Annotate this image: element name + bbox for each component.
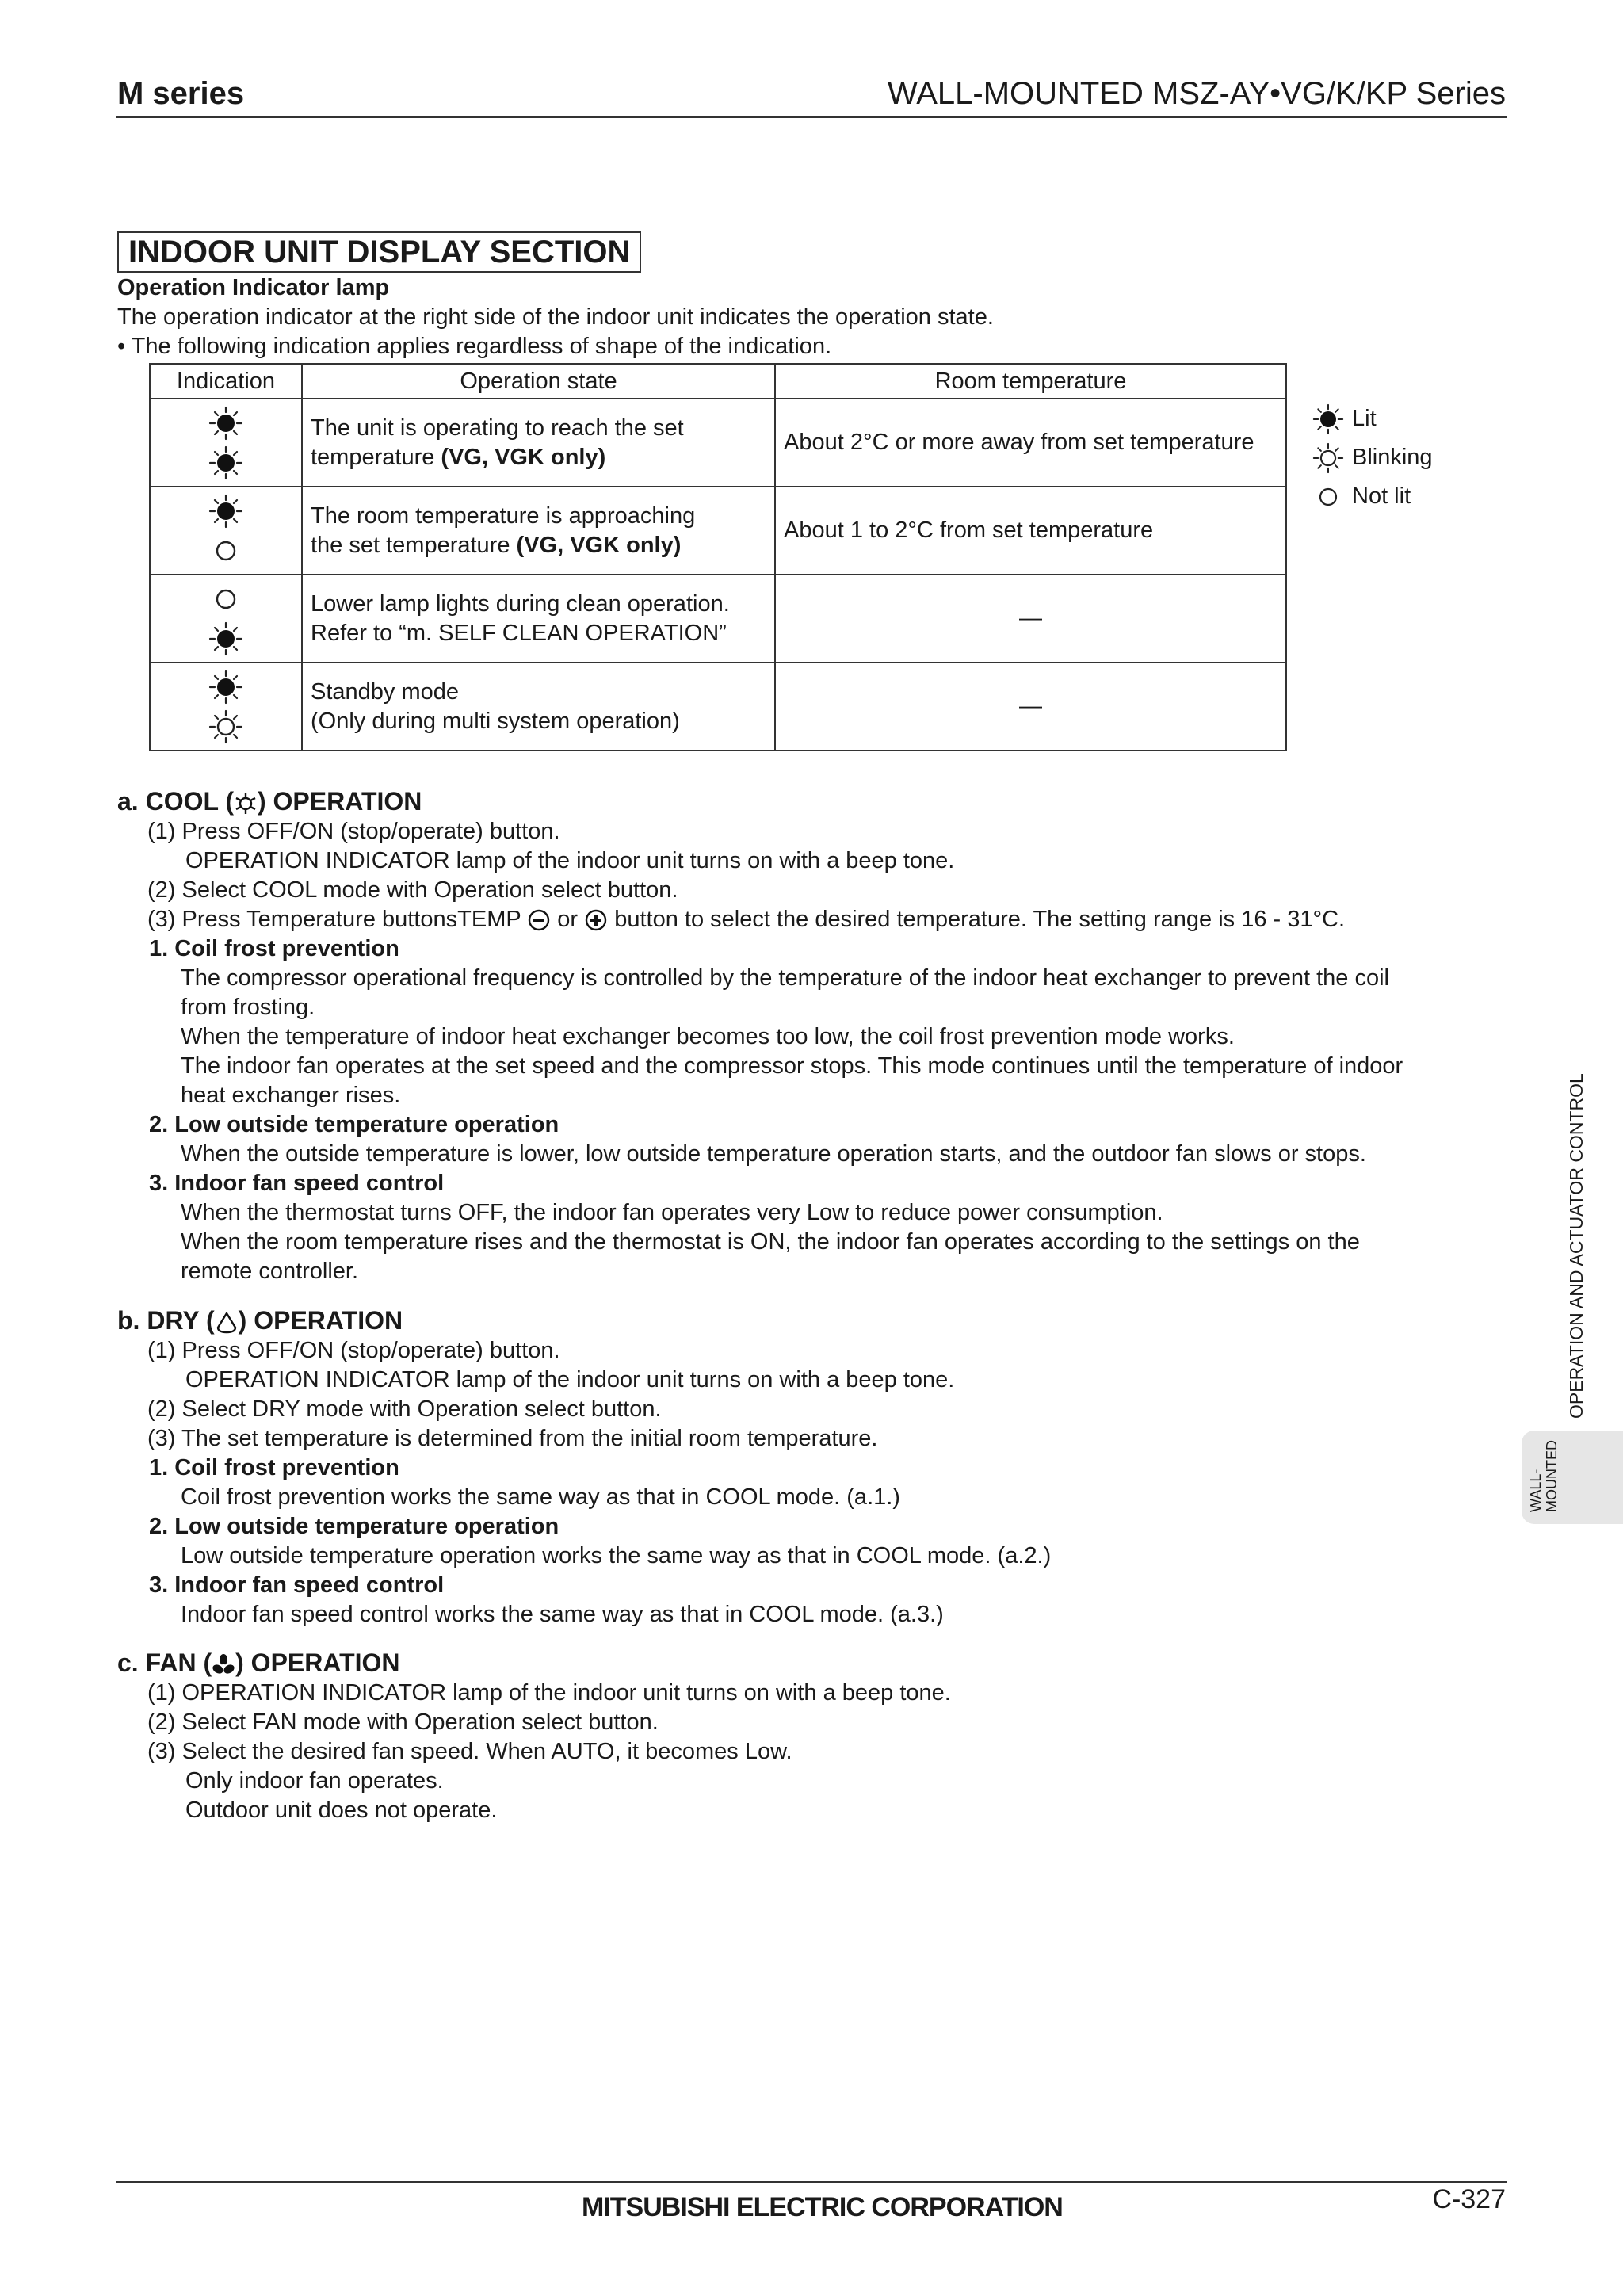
text-line: When the thermostat turns OFF, the indoor fan operates very Low to reduce power consumption. — [181, 1200, 1163, 1225]
header-rule — [116, 116, 1507, 118]
room-temperature-cell: — — [775, 575, 1286, 663]
fan-step-2: (2) Select FAN mode with Operation select button. — [147, 1710, 659, 1735]
lamp-off-icon — [1312, 481, 1344, 513]
text-line: Outdoor unit does not operate. — [185, 1797, 498, 1823]
dry-step-2: (2) Select DRY mode with Operation select button. — [147, 1396, 662, 1422]
indicator-table — [149, 363, 1287, 751]
lamp-off-icon — [208, 582, 243, 617]
dry-mode-icon — [215, 1311, 239, 1335]
cool-subheading-fan-speed: 3. Indoor fan speed control — [149, 1171, 445, 1196]
lamp-blinking-icon — [1312, 442, 1344, 474]
temp-plus-icon — [584, 908, 608, 932]
text-line: Coil frost prevention works the same way as that in COOL mode. (a.1.) — [181, 1484, 900, 1510]
indication-cell — [150, 399, 302, 487]
dry-subheading-low-outside: 2. Low outside temperature operation — [149, 1514, 559, 1539]
footer-corporation: MITSUBISHI ELECTRIC CORPORATION — [582, 2192, 1063, 2222]
side-tab-label: WALL- MOUNTED — [1528, 1440, 1560, 1512]
operation-state-cell: Standby mode (Only during multi system operation) — [302, 663, 775, 751]
fan-mode-icon — [212, 1653, 235, 1677]
cool-step-1: (1) Press OFF/ON (stop/operate) button. — [147, 819, 560, 844]
room-temperature-cell: About 1 to 2°C from set temperature — [775, 487, 1286, 575]
fan-step-1: (1) OPERATION INDICATOR lamp of the indoor unit turns on with a beep tone. — [147, 1680, 951, 1706]
legend-lit: Lit — [1312, 399, 1433, 438]
lamp-lit-icon — [208, 445, 243, 480]
text-line: Indoor fan speed control works the same way as that in COOL mode. (a.3.) — [181, 1602, 944, 1627]
table-row — [150, 487, 1286, 575]
table-header-cell: Room temperature — [775, 364, 1286, 399]
product-series-title: WALL-MOUNTED MSZ-AY•VG/K/KP Series — [887, 76, 1506, 111]
operation-state-cell: The room temperature is approaching the set temperature (VG, VGK only) — [302, 487, 775, 575]
text-line: Low outside temperature operation works the same way as that in COOL mode. (a.2.) — [181, 1543, 1052, 1568]
cool-step-2: (2) Select COOL mode with Operation select button. — [147, 877, 678, 903]
text-line: The indoor fan operates at the set speed and the compressor stops. This mode continues until the temperature of indoor — [181, 1053, 1403, 1079]
legend-not-lit: Not lit — [1312, 477, 1433, 516]
operation-state-cell: Lower lamp lights during clean operation. Refer to “m. SELF CLEAN OPERATION” — [302, 575, 775, 663]
lamp-off-icon — [208, 533, 243, 568]
page-number: C-327 — [1432, 2184, 1506, 2214]
footer-rule — [116, 2181, 1507, 2183]
intro-line-2: • The following indication applies regardless of shape of the indication. — [117, 334, 832, 359]
cool-mode-icon — [234, 792, 258, 816]
table-row — [150, 663, 1286, 751]
room-temperature-cell: — — [775, 663, 1286, 751]
intro-subtitle: Operation Indicator lamp — [117, 275, 390, 300]
table-header-row — [150, 364, 1286, 399]
text-line: The compressor operational frequency is controlled by the temperature of the indoor heat exchanger to prevent the coil — [181, 965, 1389, 991]
table-row — [150, 399, 1286, 487]
indication-cell — [150, 575, 302, 663]
cool-subheading-low-outside: 2. Low outside temperature operation — [149, 1112, 559, 1137]
cool-subheading-coil-frost: 1. Coil frost prevention — [149, 936, 399, 961]
lamp-legend — [1312, 399, 1433, 516]
dry-step-3: (3) The set temperature is determined from the initial room temperature. — [147, 1426, 878, 1451]
table-row — [150, 575, 1286, 663]
text-line: Only indoor fan operates. — [185, 1768, 444, 1794]
lamp-lit-icon — [1312, 403, 1344, 435]
fan-step-3: (3) Select the desired fan speed. When AUTO, it becomes Low. — [147, 1739, 792, 1764]
side-chapter-label: OPERATION AND ACTUATOR CONTROL — [1566, 1073, 1587, 1419]
text-line: heat exchanger rises. — [181, 1083, 401, 1108]
lamp-lit-icon — [208, 621, 243, 656]
series-label: M series — [117, 76, 245, 111]
legend-blinking: Blinking — [1312, 438, 1433, 477]
text-line: from frosting. — [181, 995, 315, 1020]
dry-subheading-fan-speed: 3. Indoor fan speed control — [149, 1572, 445, 1598]
text-line: When the outside temperature is lower, low outside temperature operation starts, and the outdoor fan slows or stops. — [181, 1141, 1366, 1167]
indication-cell — [150, 487, 302, 575]
dry-subheading-coil-frost: 1. Coil frost prevention — [149, 1455, 399, 1480]
table-header-cell: Operation state — [302, 364, 775, 399]
dry-step-1-note: OPERATION INDICATOR lamp of the indoor unit turns on with a beep tone. — [185, 1367, 955, 1392]
lamp-lit-icon — [208, 494, 243, 529]
dry-operation-heading: b. DRY ( ) OPERATION — [117, 1306, 403, 1335]
lamp-lit-icon — [208, 406, 243, 441]
text-line: When the temperature of indoor heat exchanger becomes too low, the coil frost prevention mode works. — [181, 1024, 1235, 1049]
lamp-blinking-icon — [208, 709, 243, 744]
table-header-cell: Indication — [150, 364, 302, 399]
cool-step-1-note: OPERATION INDICATOR lamp of the indoor unit turns on with a beep tone. — [185, 848, 955, 873]
operation-state-cell: The unit is operating to reach the set temperature (VG, VGK only) — [302, 399, 775, 487]
text-line: When the room temperature rises and the thermostat is ON, the indoor fan operates according to the settings on the — [181, 1229, 1360, 1255]
room-temperature-cell: About 2°C or more away from set temperature — [775, 399, 1286, 487]
indication-cell — [150, 663, 302, 751]
intro-line-1: The operation indicator at the right side of the indoor unit indicates the operation state. — [117, 304, 994, 330]
lamp-lit-icon — [208, 670, 243, 705]
temp-minus-icon — [527, 908, 551, 932]
text-line: remote controller. — [181, 1259, 359, 1284]
cool-step-3: (3) Press Temperature buttonsTEMP or button to select the desired temperature. The setting range is 16 - 31°C. — [147, 907, 1346, 932]
fan-operation-heading: c. FAN ( ) OPERATION — [117, 1648, 400, 1677]
section-title: INDOOR UNIT DISPLAY SECTION — [117, 231, 641, 273]
dry-step-1: (1) Press OFF/ON (stop/operate) button. — [147, 1338, 560, 1363]
cool-operation-heading: a. COOL ( ) OPERATION — [117, 787, 422, 816]
